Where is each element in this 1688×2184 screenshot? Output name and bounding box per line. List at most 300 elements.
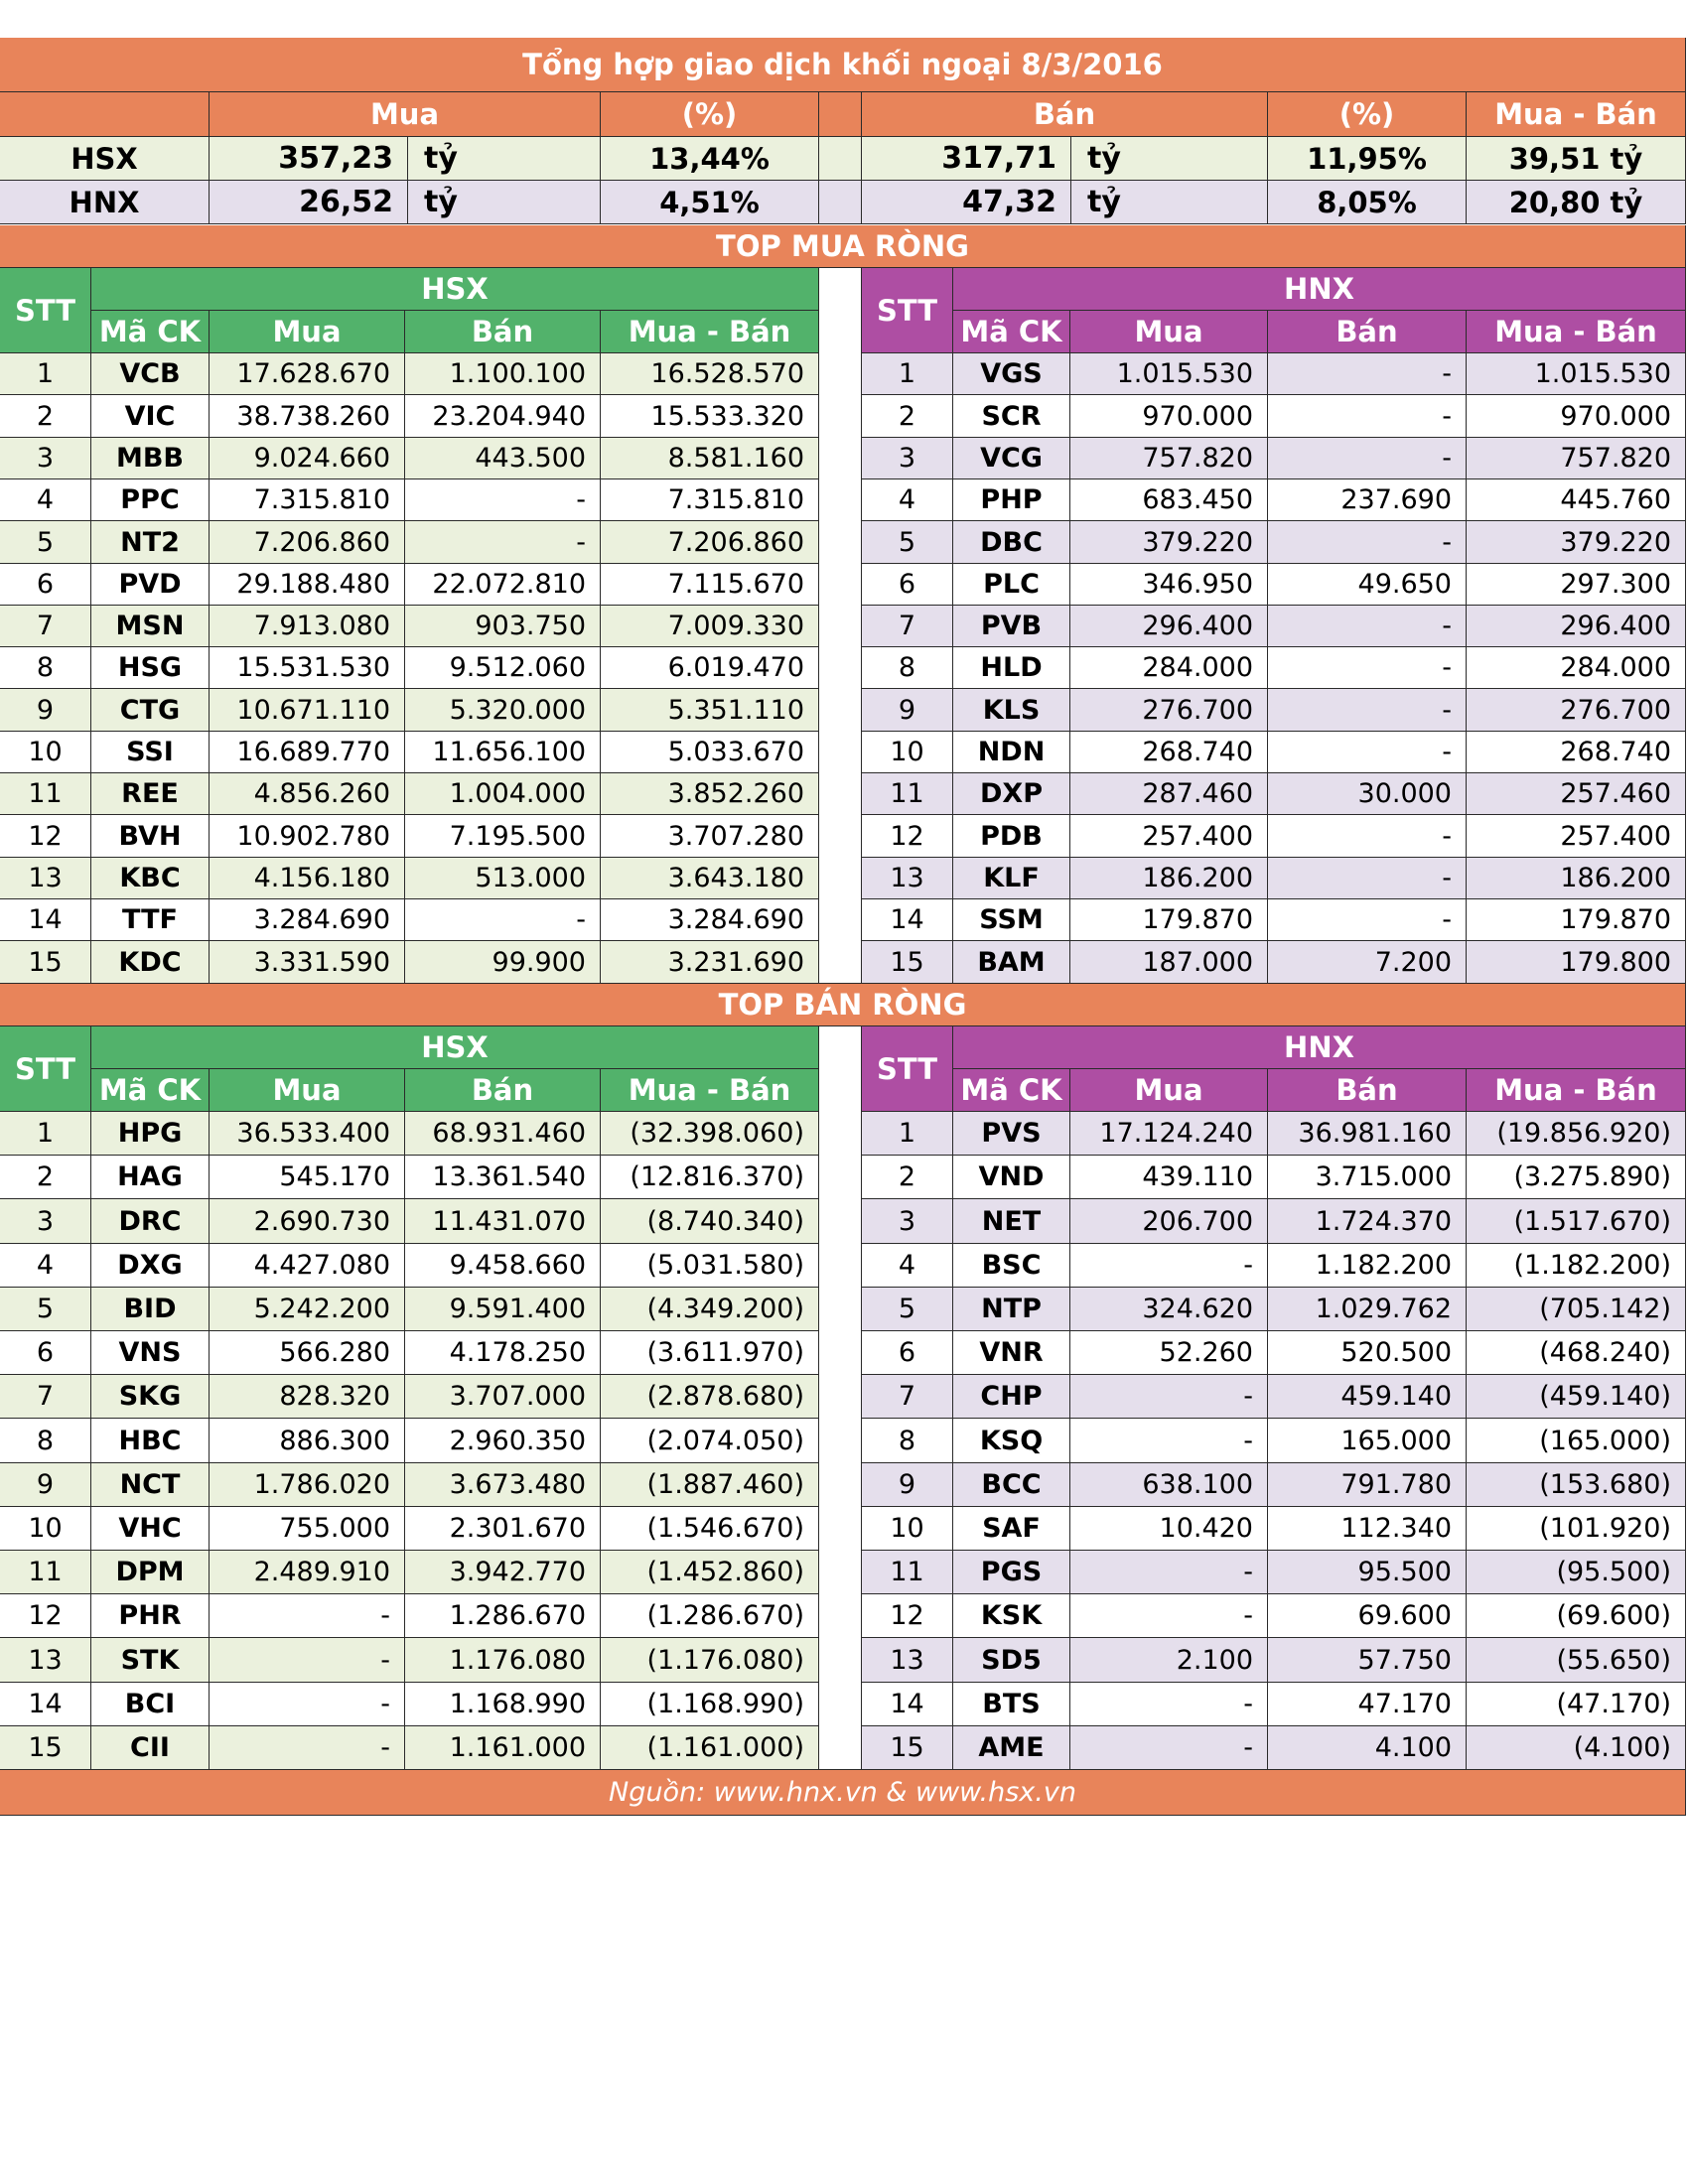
top-sell-hsx-row-mua: 2.690.730 [210, 1199, 405, 1244]
top-sell-hsx-row-mua: 5.242.200 [210, 1288, 405, 1331]
top-sell-hsx-row-ticker: VHC [91, 1507, 210, 1551]
top-sell-hsx-row-net: (3.611.970) [601, 1331, 819, 1375]
top-buy-hnx-row-mua: 970.000 [1070, 395, 1268, 438]
top-sell-hsx-row-ban: 3.942.770 [405, 1551, 601, 1594]
top-buy-hsx-row-net: 15.533.320 [601, 395, 819, 438]
top-sell-hnx-row-stt: 4 [862, 1244, 953, 1288]
top-buy-hsx-row-stt: 5 [0, 521, 91, 564]
top-sell-hnx-row-net: (47.170) [1467, 1683, 1686, 1726]
top-buy-hsx-row-stt: 1 [0, 353, 91, 395]
top-buy-gap-column [819, 268, 862, 984]
top-buy-hsx-row-ban: 22.072.810 [405, 564, 601, 606]
top-sell-hsx-row-mua: - [210, 1726, 405, 1770]
top-sell-hnx-row-stt: 11 [862, 1551, 953, 1594]
top-sell-hsx-row-stt: 13 [0, 1638, 91, 1683]
summary-header-blank [0, 92, 210, 137]
top-buy-hnx-row-stt: 6 [862, 564, 953, 606]
summary-mua-value: 26,52 [210, 181, 408, 224]
top-buy-hnx-row-net: 379.220 [1467, 521, 1686, 564]
top-sell-hsx-header-col-1: Mã CK [91, 1069, 210, 1112]
top-buy-hnx-row-mua: 346.950 [1070, 564, 1268, 606]
top-sell-hnx-row-net: (95.500) [1467, 1551, 1686, 1594]
top-buy-hnx-row-ticker: SCR [953, 395, 1070, 438]
top-buy-hnx-row-net: 970.000 [1467, 395, 1686, 438]
top-buy-hnx-row-ticker: DXP [953, 773, 1070, 815]
source-footer: Nguồn: www.hnx.vn & www.hsx.vn [0, 1770, 1686, 1816]
top-sell-hnx-row-mua: - [1070, 1683, 1268, 1726]
top-sell-hnx-row-mua: 52.260 [1070, 1331, 1268, 1375]
top-sell-hnx-row-ticker: BSC [953, 1244, 1070, 1288]
top-buy-hsx-row-ticker: VCB [91, 353, 210, 395]
top-buy-hsx-row-mua: 7.315.810 [210, 479, 405, 521]
top-buy-hsx-header-col-2: Mua [210, 311, 405, 353]
top-buy-hsx-header-stt: STT [0, 268, 91, 353]
top-sell-hsx-row-ban: 1.176.080 [405, 1638, 601, 1683]
top-buy-hsx-row-mua: 29.188.480 [210, 564, 405, 606]
top-sell-hsx-row-mua: - [210, 1683, 405, 1726]
top-buy-hnx-row-stt: 10 [862, 732, 953, 773]
top-buy-hnx-row-ticker: PHP [953, 479, 1070, 521]
top-sell-hnx-row-ban: 1.724.370 [1268, 1199, 1467, 1244]
top-sell-hnx-row-ticker: KSK [953, 1594, 1070, 1638]
top-buy-section-title: TOP MUA RÒNG [0, 225, 1686, 268]
top-sell-hsx-row-ticker: SKG [91, 1375, 210, 1419]
top-sell-hnx-row-net: (55.650) [1467, 1638, 1686, 1683]
top-sell-hsx-row-net: (32.398.060) [601, 1112, 819, 1156]
top-buy-hnx-row-stt: 13 [862, 858, 953, 899]
top-sell-hnx-row-ban: 57.750 [1268, 1638, 1467, 1683]
top-buy-hsx-header-col-4: Mua - Bán [601, 311, 819, 353]
top-buy-hsx-header-col-1: Mã CK [91, 311, 210, 353]
top-buy-hsx-row-net: 3.231.690 [601, 941, 819, 984]
top-buy-hsx-row-ban: - [405, 479, 601, 521]
summary-mua-pct: 4,51% [601, 181, 819, 224]
top-sell-hnx-row-ban: 112.340 [1268, 1507, 1467, 1551]
top-buy-hsx-row-ticker: SSI [91, 732, 210, 773]
top-sell-hsx-row-net: (1.168.990) [601, 1683, 819, 1726]
top-sell-hnx-row-mua: 638.100 [1070, 1463, 1268, 1507]
top-buy-hnx-row-ticker: PLC [953, 564, 1070, 606]
top-sell-hsx-row-ban: 13.361.540 [405, 1156, 601, 1199]
top-buy-hsx-row-mua: 4.856.260 [210, 773, 405, 815]
top-buy-hnx-row-ban: - [1268, 899, 1467, 941]
top-buy-hnx-row-ticker: BAM [953, 941, 1070, 984]
top-sell-gap-column [819, 1026, 862, 1770]
top-buy-hsx-row-ticker: PVD [91, 564, 210, 606]
top-buy-hsx-row-mua: 3.284.690 [210, 899, 405, 941]
top-buy-hnx-row-ban: 7.200 [1268, 941, 1467, 984]
top-sell-hnx-row-net: (101.920) [1467, 1507, 1686, 1551]
top-buy-hnx-row-net: 179.800 [1467, 941, 1686, 984]
top-buy-hsx-row-stt: 7 [0, 606, 91, 647]
summary-ban-value: 47,32 [862, 181, 1071, 224]
top-buy-hnx-row-mua: 276.700 [1070, 689, 1268, 732]
top-sell-hsx-row-ticker: PHR [91, 1594, 210, 1638]
top-sell-hnx-row-ban: 791.780 [1268, 1463, 1467, 1507]
top-sell-hnx-row-mua: 10.420 [1070, 1507, 1268, 1551]
top-buy-hnx-row-stt: 15 [862, 941, 953, 984]
top-sell-hsx-row-ban: 9.458.660 [405, 1244, 601, 1288]
foreign-trading-sheet [0, 38, 1686, 1815]
top-buy-hnx-row-mua: 296.400 [1070, 606, 1268, 647]
top-sell-hnx-row-stt: 8 [862, 1419, 953, 1463]
top-buy-hsx-row-stt: 8 [0, 647, 91, 689]
top-buy-hnx-row-mua: 379.220 [1070, 521, 1268, 564]
summary-ban-unit: tỷ [1071, 181, 1268, 224]
top-sell-hsx-row-stt: 7 [0, 1375, 91, 1419]
summary-mua-unit: tỷ [408, 137, 601, 181]
top-sell-hnx-row-ticker: NTP [953, 1288, 1070, 1331]
top-buy-hnx-row-mua: 268.740 [1070, 732, 1268, 773]
top-buy-hsx-row-stt: 15 [0, 941, 91, 984]
top-sell-hsx-row-ban: 3.673.480 [405, 1463, 601, 1507]
top-buy-hnx-row-net: 297.300 [1467, 564, 1686, 606]
top-buy-hnx-row-ticker: DBC [953, 521, 1070, 564]
summary-mua-unit: tỷ [408, 181, 601, 224]
top-sell-hsx-row-mua: 566.280 [210, 1331, 405, 1375]
top-buy-hsx-row-ban: 99.900 [405, 941, 601, 984]
top-sell-hnx-row-ban: 459.140 [1268, 1375, 1467, 1419]
top-buy-hsx-row-ticker: PPC [91, 479, 210, 521]
top-buy-hnx-row-ban: 30.000 [1268, 773, 1467, 815]
top-sell-hsx-row-net: (1.161.000) [601, 1726, 819, 1770]
top-buy-hnx-row-ban: - [1268, 521, 1467, 564]
top-buy-hnx-exchange-header: HNX [953, 268, 1686, 311]
top-buy-hsx-row-net: 6.019.470 [601, 647, 819, 689]
top-sell-hnx-row-mua: 2.100 [1070, 1638, 1268, 1683]
top-sell-hsx-row-ticker: VNS [91, 1331, 210, 1375]
top-buy-hnx-header-col-4: Mua - Bán [1467, 311, 1686, 353]
top-buy-hnx-row-ban: - [1268, 606, 1467, 647]
top-buy-hsx-row-stt: 12 [0, 815, 91, 858]
top-sell-hnx-row-net: (705.142) [1467, 1288, 1686, 1331]
top-sell-hnx-header-col-4: Mua - Bán [1467, 1069, 1686, 1112]
top-sell-hsx-row-net: (5.031.580) [601, 1244, 819, 1288]
top-sell-hsx-row-mua: 36.533.400 [210, 1112, 405, 1156]
top-buy-hsx-header-col-3: Bán [405, 311, 601, 353]
top-buy-hsx-row-stt: 11 [0, 773, 91, 815]
top-buy-hsx-row-ticker: KBC [91, 858, 210, 899]
top-buy-hsx-row-stt: 6 [0, 564, 91, 606]
top-buy-hnx-row-mua: 284.000 [1070, 647, 1268, 689]
top-buy-hnx-row-mua: 1.015.530 [1070, 353, 1268, 395]
top-sell-hsx-row-net: (1.887.460) [601, 1463, 819, 1507]
top-sell-hsx-row-stt: 15 [0, 1726, 91, 1770]
top-buy-hnx-row-net: 296.400 [1467, 606, 1686, 647]
top-sell-hsx-row-mua: - [210, 1594, 405, 1638]
top-sell-hnx-row-ticker: KSQ [953, 1419, 1070, 1463]
summary-mua-pct: 13,44% [601, 137, 819, 181]
top-sell-hsx-row-stt: 12 [0, 1594, 91, 1638]
top-sell-hnx-row-ban: 3.715.000 [1268, 1156, 1467, 1199]
top-sell-hnx-row-ticker: CHP [953, 1375, 1070, 1419]
top-buy-hsx-row-net: 5.351.110 [601, 689, 819, 732]
summary-ban-pct: 11,95% [1268, 137, 1467, 181]
top-sell-hnx-row-stt: 13 [862, 1638, 953, 1683]
top-sell-hnx-row-net: (1.517.670) [1467, 1199, 1686, 1244]
top-buy-hsx-row-net: 7.315.810 [601, 479, 819, 521]
top-sell-hsx-row-stt: 10 [0, 1507, 91, 1551]
top-buy-hnx-row-stt: 7 [862, 606, 953, 647]
top-sell-hnx-row-net: (153.680) [1467, 1463, 1686, 1507]
top-buy-hnx-row-ban: - [1268, 647, 1467, 689]
top-sell-hsx-row-ban: 1.286.670 [405, 1594, 601, 1638]
top-sell-hnx-row-mua: - [1070, 1419, 1268, 1463]
top-buy-hsx-row-ban: 7.195.500 [405, 815, 601, 858]
top-buy-hsx-row-ticker: REE [91, 773, 210, 815]
top-buy-hsx-row-ban: 1.004.000 [405, 773, 601, 815]
top-sell-hsx-row-ban: 1.168.990 [405, 1683, 601, 1726]
top-buy-hnx-row-net: 276.700 [1467, 689, 1686, 732]
top-sell-hsx-row-stt: 2 [0, 1156, 91, 1199]
top-buy-hsx-row-mua: 10.902.780 [210, 815, 405, 858]
top-buy-hnx-header-col-3: Bán [1268, 311, 1467, 353]
top-sell-hsx-row-mua: 1.786.020 [210, 1463, 405, 1507]
top-buy-hsx-row-mua: 16.689.770 [210, 732, 405, 773]
top-sell-hnx-row-mua: 206.700 [1070, 1199, 1268, 1244]
top-sell-hnx-row-net: (3.275.890) [1467, 1156, 1686, 1199]
top-sell-hnx-row-net: (1.182.200) [1467, 1244, 1686, 1288]
top-sell-hnx-row-stt: 6 [862, 1331, 953, 1375]
top-buy-hnx-row-net: 284.000 [1467, 647, 1686, 689]
top-sell-hsx-row-ban: 3.707.000 [405, 1375, 601, 1419]
top-buy-hnx-row-mua: 757.820 [1070, 438, 1268, 479]
top-sell-hsx-exchange-header: HSX [91, 1026, 819, 1069]
top-buy-hsx-row-stt: 4 [0, 479, 91, 521]
summary-net-value: 20,80 tỷ [1467, 181, 1686, 224]
top-sell-hsx-header-stt: STT [0, 1026, 91, 1112]
top-sell-hsx-row-mua: 545.170 [210, 1156, 405, 1199]
top-buy-hnx-row-ticker: SSM [953, 899, 1070, 941]
top-buy-hnx-row-ban: - [1268, 858, 1467, 899]
summary-ban-value: 317,71 [862, 137, 1071, 181]
top-sell-hnx-row-stt: 10 [862, 1507, 953, 1551]
top-sell-hsx-row-net: (1.286.670) [601, 1594, 819, 1638]
top-sell-hsx-row-mua: 886.300 [210, 1419, 405, 1463]
top-buy-hsx-row-ban: 5.320.000 [405, 689, 601, 732]
top-buy-hsx-row-ban: 23.204.940 [405, 395, 601, 438]
top-buy-hsx-row-ticker: CTG [91, 689, 210, 732]
top-buy-hsx-row-ban: 1.100.100 [405, 353, 601, 395]
top-sell-hnx-row-ban: 520.500 [1268, 1331, 1467, 1375]
top-sell-hnx-row-net: (69.600) [1467, 1594, 1686, 1638]
top-buy-hsx-row-stt: 3 [0, 438, 91, 479]
top-buy-hnx-row-mua: 287.460 [1070, 773, 1268, 815]
top-sell-hsx-row-mua: 755.000 [210, 1507, 405, 1551]
top-sell-hsx-row-stt: 5 [0, 1288, 91, 1331]
top-sell-hnx-exchange-header: HNX [953, 1026, 1686, 1069]
top-sell-hsx-row-net: (12.816.370) [601, 1156, 819, 1199]
top-buy-hsx-row-stt: 9 [0, 689, 91, 732]
top-sell-hnx-row-mua: 439.110 [1070, 1156, 1268, 1199]
top-sell-hsx-row-ban: 4.178.250 [405, 1331, 601, 1375]
top-sell-hsx-row-mua: 2.489.910 [210, 1551, 405, 1594]
top-sell-hsx-header-col-2: Mua [210, 1069, 405, 1112]
top-buy-hnx-row-mua: 186.200 [1070, 858, 1268, 899]
top-sell-hsx-row-stt: 14 [0, 1683, 91, 1726]
top-buy-hnx-row-stt: 5 [862, 521, 953, 564]
top-buy-hsx-row-net: 3.852.260 [601, 773, 819, 815]
summary-header-gap [819, 92, 862, 137]
top-sell-hsx-row-mua: - [210, 1638, 405, 1683]
top-buy-hnx-row-ticker: PVB [953, 606, 1070, 647]
top-sell-hnx-row-ban: 36.981.160 [1268, 1112, 1467, 1156]
top-buy-hnx-row-ban: 49.650 [1268, 564, 1467, 606]
top-buy-hsx-row-ban: - [405, 521, 601, 564]
top-buy-hsx-row-mua: 4.156.180 [210, 858, 405, 899]
top-sell-hsx-row-ticker: DPM [91, 1551, 210, 1594]
top-buy-hsx-row-net: 8.581.160 [601, 438, 819, 479]
top-sell-hnx-row-net: (165.000) [1467, 1419, 1686, 1463]
top-buy-hnx-row-ticker: NDN [953, 732, 1070, 773]
top-buy-hnx-row-stt: 14 [862, 899, 953, 941]
top-buy-hsx-exchange-header: HSX [91, 268, 819, 311]
top-sell-hnx-row-mua: 324.620 [1070, 1288, 1268, 1331]
top-sell-hsx-row-stt: 9 [0, 1463, 91, 1507]
sheet-title: Tổng hợp giao dịch khối ngoại 8/3/2016 [0, 38, 1686, 92]
top-buy-hnx-row-mua: 187.000 [1070, 941, 1268, 984]
top-buy-hsx-row-net: 7.009.330 [601, 606, 819, 647]
top-sell-hnx-row-mua: - [1070, 1551, 1268, 1594]
top-buy-hsx-row-stt: 10 [0, 732, 91, 773]
top-sell-hsx-row-mua: 4.427.080 [210, 1244, 405, 1288]
top-sell-hsx-row-ban: 2.301.670 [405, 1507, 601, 1551]
top-sell-hsx-header-col-3: Bán [405, 1069, 601, 1112]
top-sell-hsx-row-ban: 1.161.000 [405, 1726, 601, 1770]
top-buy-hnx-row-ban: - [1268, 815, 1467, 858]
top-sell-hnx-row-stt: 12 [862, 1594, 953, 1638]
top-buy-hnx-row-mua: 257.400 [1070, 815, 1268, 858]
top-buy-hnx-row-stt: 8 [862, 647, 953, 689]
summary-header-ban: Bán [862, 92, 1268, 137]
top-sell-hnx-row-ban: 4.100 [1268, 1726, 1467, 1770]
top-sell-hnx-row-stt: 3 [862, 1199, 953, 1244]
top-buy-hsx-row-net: 16.528.570 [601, 353, 819, 395]
top-buy-hnx-row-stt: 11 [862, 773, 953, 815]
top-sell-hnx-row-ticker: PGS [953, 1551, 1070, 1594]
top-sell-hnx-row-stt: 5 [862, 1288, 953, 1331]
summary-mua-value: 357,23 [210, 137, 408, 181]
top-buy-hsx-row-ticker: KDC [91, 941, 210, 984]
summary-ban-unit: tỷ [1071, 137, 1268, 181]
top-buy-hnx-row-ban: - [1268, 732, 1467, 773]
top-buy-hsx-row-ban: 903.750 [405, 606, 601, 647]
top-sell-hsx-row-ticker: CII [91, 1726, 210, 1770]
top-sell-hsx-header-col-4: Mua - Bán [601, 1069, 819, 1112]
top-sell-hnx-row-ticker: AME [953, 1726, 1070, 1770]
top-sell-hnx-header-col-1: Mã CK [953, 1069, 1070, 1112]
top-sell-hsx-row-net: (8.740.340) [601, 1199, 819, 1244]
top-sell-hsx-row-net: (2.878.680) [601, 1375, 819, 1419]
top-sell-hsx-row-net: (2.074.050) [601, 1419, 819, 1463]
top-sell-hnx-header-col-2: Mua [1070, 1069, 1268, 1112]
summary-exchange-label: HNX [0, 181, 210, 224]
top-sell-hsx-row-stt: 11 [0, 1551, 91, 1594]
top-sell-hnx-row-mua: - [1070, 1726, 1268, 1770]
top-buy-hnx-row-ticker: KLS [953, 689, 1070, 732]
top-buy-hsx-row-ban: - [405, 899, 601, 941]
top-sell-hnx-row-ban: 1.029.762 [1268, 1288, 1467, 1331]
top-buy-hnx-row-ban: - [1268, 395, 1467, 438]
top-buy-hsx-row-ticker: MBB [91, 438, 210, 479]
top-sell-hsx-row-ticker: BCI [91, 1683, 210, 1726]
top-buy-hnx-row-ticker: HLD [953, 647, 1070, 689]
top-sell-section-title: TOP BÁN RÒNG [0, 984, 1686, 1026]
top-sell-hsx-row-stt: 8 [0, 1419, 91, 1463]
top-sell-hsx-row-ban: 2.960.350 [405, 1419, 601, 1463]
top-sell-hnx-row-ticker: VNR [953, 1331, 1070, 1375]
top-sell-hsx-row-ticker: DRC [91, 1199, 210, 1244]
top-buy-hsx-row-mua: 10.671.110 [210, 689, 405, 732]
top-sell-hnx-row-stt: 2 [862, 1156, 953, 1199]
top-sell-hnx-row-ban: 69.600 [1268, 1594, 1467, 1638]
top-sell-hsx-row-net: (4.349.200) [601, 1288, 819, 1331]
summary-header-ban-pct: (%) [1268, 92, 1467, 137]
summary-header-net: Mua - Bán [1467, 92, 1686, 137]
top-sell-hnx-row-ban: 165.000 [1268, 1419, 1467, 1463]
top-buy-hnx-row-stt: 9 [862, 689, 953, 732]
top-buy-hnx-row-ticker: KLF [953, 858, 1070, 899]
top-sell-hsx-row-ticker: DXG [91, 1244, 210, 1288]
top-sell-hnx-row-ticker: SD5 [953, 1638, 1070, 1683]
top-sell-hsx-row-stt: 3 [0, 1199, 91, 1244]
top-sell-hsx-row-mua: 828.320 [210, 1375, 405, 1419]
top-buy-hsx-row-mua: 3.331.590 [210, 941, 405, 984]
top-buy-hsx-row-mua: 15.531.530 [210, 647, 405, 689]
top-buy-hnx-row-stt: 4 [862, 479, 953, 521]
top-buy-hnx-row-net: 257.400 [1467, 815, 1686, 858]
top-sell-hnx-header-col-3: Bán [1268, 1069, 1467, 1112]
top-sell-hsx-row-ticker: HAG [91, 1156, 210, 1199]
top-buy-hsx-row-ticker: BVH [91, 815, 210, 858]
top-buy-hnx-header-col-2: Mua [1070, 311, 1268, 353]
top-sell-hnx-row-ticker: NET [953, 1199, 1070, 1244]
top-sell-hsx-row-ticker: NCT [91, 1463, 210, 1507]
summary-net-value: 39,51 tỷ [1467, 137, 1686, 181]
top-buy-hnx-row-stt: 1 [862, 353, 953, 395]
top-buy-hnx-row-stt: 2 [862, 395, 953, 438]
top-buy-hsx-row-net: 7.115.670 [601, 564, 819, 606]
top-buy-hsx-row-ticker: VIC [91, 395, 210, 438]
top-sell-hnx-row-ban: 95.500 [1268, 1551, 1467, 1594]
top-sell-hnx-row-mua: 17.124.240 [1070, 1112, 1268, 1156]
top-sell-hsx-row-stt: 1 [0, 1112, 91, 1156]
top-buy-hnx-row-ban: - [1268, 438, 1467, 479]
top-sell-hnx-row-net: (4.100) [1467, 1726, 1686, 1770]
top-sell-hnx-row-stt: 9 [862, 1463, 953, 1507]
summary-exchange-label: HSX [0, 137, 210, 181]
top-buy-hsx-row-mua: 7.913.080 [210, 606, 405, 647]
top-buy-hnx-row-net: 757.820 [1467, 438, 1686, 479]
top-sell-hnx-row-ticker: PVS [953, 1112, 1070, 1156]
top-buy-hnx-row-mua: 683.450 [1070, 479, 1268, 521]
top-sell-hsx-row-ticker: HBC [91, 1419, 210, 1463]
top-buy-hnx-row-ticker: VGS [953, 353, 1070, 395]
top-buy-hnx-row-net: 1.015.530 [1467, 353, 1686, 395]
top-buy-hsx-row-stt: 2 [0, 395, 91, 438]
top-sell-hsx-row-stt: 6 [0, 1331, 91, 1375]
top-buy-hsx-row-ban: 443.500 [405, 438, 601, 479]
summary-header-mua-pct: (%) [601, 92, 819, 137]
top-sell-hnx-row-stt: 15 [862, 1726, 953, 1770]
top-buy-hnx-row-net: 445.760 [1467, 479, 1686, 521]
top-buy-hnx-row-net: 268.740 [1467, 732, 1686, 773]
top-buy-hnx-row-ticker: PDB [953, 815, 1070, 858]
top-sell-hnx-header-stt: STT [862, 1026, 953, 1112]
summary-header-mua: Mua [210, 92, 601, 137]
top-sell-hsx-row-ban: 68.931.460 [405, 1112, 601, 1156]
top-buy-hnx-row-net: 179.870 [1467, 899, 1686, 941]
